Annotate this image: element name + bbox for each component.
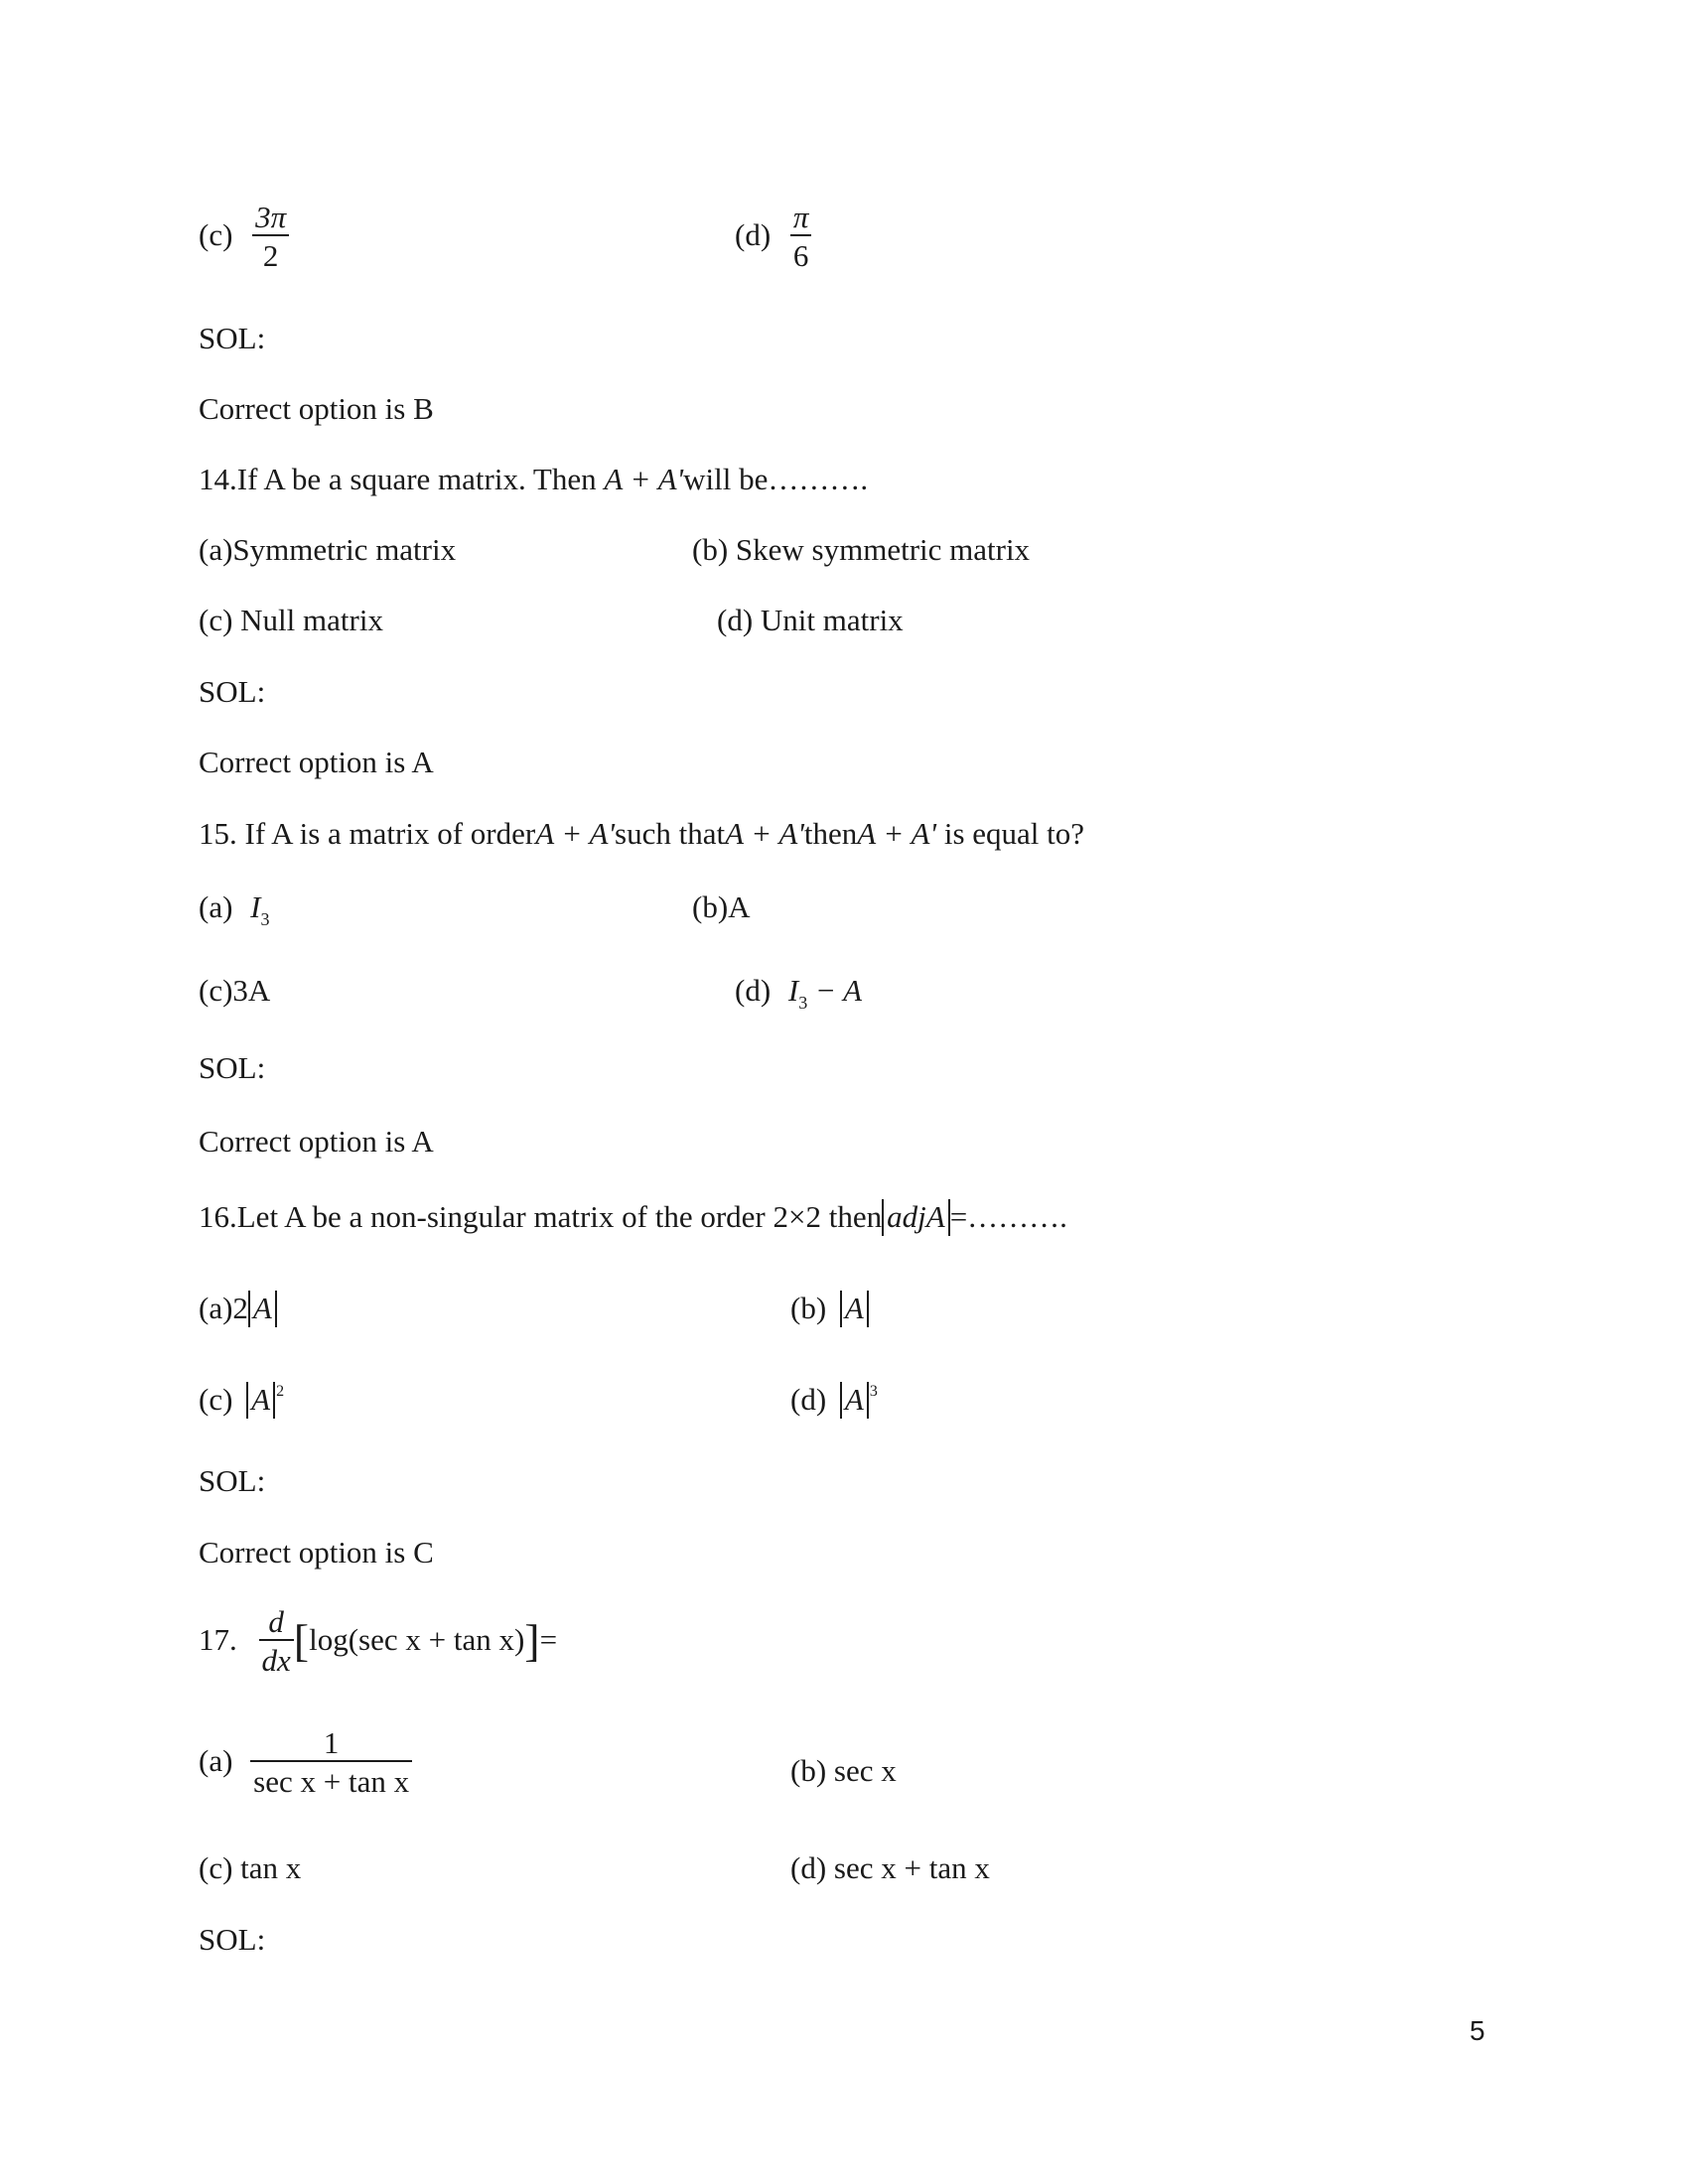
numerator: d <box>259 1606 294 1641</box>
q15-sol: SOL: <box>199 1050 266 1085</box>
q14-question <box>199 464 868 494</box>
q16-question <box>199 1199 1067 1236</box>
q14-option-c: (c) Null matrix <box>199 603 383 637</box>
determinant-expression: A <box>246 1382 275 1419</box>
fraction <box>252 202 289 271</box>
q13-option-d <box>735 200 811 273</box>
q17-option-d: (d) sec x + tan x <box>790 1850 990 1885</box>
right-bracket: ] <box>524 1615 540 1667</box>
determinant-expression: A <box>248 1291 277 1327</box>
exponent: 2 <box>276 1383 285 1400</box>
q16-option-c <box>199 1382 284 1419</box>
q17-option-b: (b) sec x <box>790 1753 897 1788</box>
q17-question <box>199 1604 558 1678</box>
question-text: 14.If A be a square matrix. Then <box>199 462 605 496</box>
denominator: sec x + tan x <box>253 1764 410 1799</box>
determinant-expression: A <box>840 1382 869 1419</box>
denominator: 2 <box>262 238 279 273</box>
math-expression: A + A' <box>604 462 684 496</box>
numerator: π <box>790 202 812 236</box>
left-bracket: [ <box>293 1615 310 1667</box>
q17-sol: SOL: <box>199 1922 266 1957</box>
determinant-expression: adjA <box>882 1199 950 1236</box>
fraction <box>250 1727 412 1797</box>
question-text: such that <box>615 816 726 851</box>
q14-sol: SOL: <box>199 674 266 709</box>
subscript: 3 <box>260 909 270 929</box>
question-text: is equal to? <box>936 816 1085 851</box>
numerator: 1 <box>250 1727 412 1762</box>
math-expression: log(sec x + tan x) <box>309 1622 525 1658</box>
coefficient: 2 <box>232 1291 248 1325</box>
equals-sign: = <box>539 1622 558 1658</box>
option-label: (c) <box>199 1382 233 1417</box>
question-number: 17. <box>199 1622 237 1658</box>
option-label: (a) <box>199 1291 233 1325</box>
math-expression: A + A' <box>535 816 616 851</box>
q16-sol: SOL: <box>199 1463 266 1498</box>
q15-option-b: (b)A <box>692 889 751 924</box>
identity-symbol: I <box>787 973 799 1008</box>
q15-answer: Correct option is A <box>199 1124 434 1159</box>
page-number: 5 <box>1470 2015 1485 2046</box>
q13-answer: Correct option is B <box>199 391 434 426</box>
math-expression: A + A' <box>725 816 804 851</box>
q16-answer: Correct option is C <box>199 1535 434 1570</box>
option-label: (d) <box>790 1382 827 1417</box>
q15-option-c: (c)3A <box>199 973 271 1008</box>
math-expression: − A <box>807 973 863 1008</box>
q14-option-b: (b) Skew symmetric matrix <box>692 532 1031 567</box>
option-label: (c) <box>199 217 233 253</box>
question-text: 15. If A is a matrix of order <box>199 816 536 851</box>
identity-symbol: I <box>250 889 261 924</box>
question-text: then <box>828 1199 883 1234</box>
q15-option-d <box>735 975 862 1012</box>
option-label: (b) <box>790 1291 827 1325</box>
option-label: (a) <box>199 889 233 924</box>
q16-option-b <box>790 1291 869 1327</box>
question-text: 16.Let A be a non-singular matrix of the order <box>199 1199 774 1234</box>
derivative-operator <box>259 1606 294 1676</box>
q14-answer: Correct option is A <box>199 745 434 779</box>
q16-option-a <box>199 1291 277 1327</box>
option-label: (d) <box>735 217 772 253</box>
q17-option-c: (c) tan x <box>199 1850 302 1885</box>
q13-option-c <box>199 200 289 273</box>
q15-option-a <box>199 891 269 928</box>
denominator: dx <box>261 1643 291 1678</box>
q14-option-a: (a)Symmetric matrix <box>199 532 457 567</box>
numerator: 3π <box>252 202 289 236</box>
exponent: 3 <box>869 1383 878 1400</box>
option-label: (d) <box>735 973 772 1008</box>
q14-option-d: (d) Unit matrix <box>717 603 904 637</box>
q13-sol: SOL: <box>199 321 266 355</box>
math-expression: A + A' <box>857 816 937 851</box>
subscript: 3 <box>798 993 808 1013</box>
q16-option-d <box>790 1382 878 1419</box>
q17-option-a <box>199 1725 412 1799</box>
option-label: (a) <box>199 1743 233 1779</box>
question-text: will be………. <box>683 462 869 496</box>
q15-question <box>199 818 1084 849</box>
math-expression: 2×2 <box>773 1199 821 1234</box>
denominator: 6 <box>792 238 809 273</box>
determinant-expression: A <box>840 1291 869 1327</box>
question-text: then <box>803 816 858 851</box>
question-text: =………. <box>949 1199 1067 1234</box>
fraction <box>790 202 812 271</box>
